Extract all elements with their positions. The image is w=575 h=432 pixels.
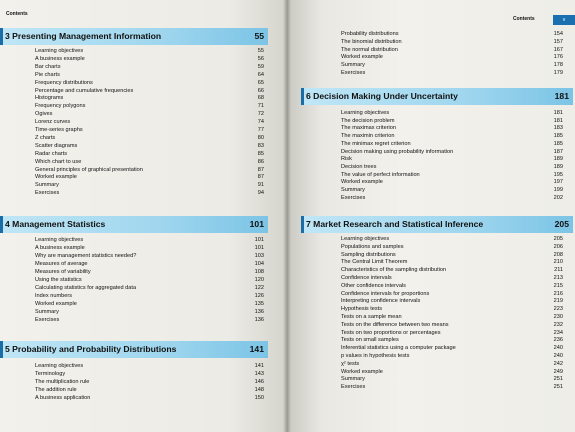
toc-entry: The maximax criterion xyxy=(341,125,397,132)
chapter-heading xyxy=(0,341,268,358)
toc-entry: χ² tests xyxy=(341,360,360,367)
toc-page-number: 94 xyxy=(257,190,264,197)
toc-entry: Summary xyxy=(341,187,365,193)
toc-entry: The normal distribution xyxy=(341,46,398,53)
toc-page-number: 205 xyxy=(553,236,563,242)
running-head-left: Contents xyxy=(6,11,28,17)
toc-entry: Pie charts xyxy=(35,71,60,78)
chapter-heading xyxy=(301,216,573,233)
toc-entry: Learning objectives xyxy=(341,236,390,242)
toc-page-number: 157 xyxy=(553,38,563,45)
toc-page-number: 210 xyxy=(553,259,563,266)
toc-page-number: 216 xyxy=(553,290,563,297)
toc-entry: Tests on the difference between two means xyxy=(341,321,449,328)
toc-entry: General principles of graphical presentation xyxy=(35,166,143,173)
toc-page-number: 136 xyxy=(254,309,264,315)
toc-page-number: 181 xyxy=(553,117,563,124)
toc-entry: Worked example xyxy=(341,368,383,375)
toc-page-number: 71 xyxy=(257,103,264,110)
toc-page-number: 195 xyxy=(553,171,563,178)
toc-entry: The Central Limit Theorem xyxy=(341,259,408,266)
toc-page-number: 148 xyxy=(254,387,264,393)
toc-entry: Learning objectives xyxy=(341,110,390,116)
toc-entry: Lorenz curves xyxy=(35,119,71,126)
chapter-title: 7 Market Research and Statistical Inference xyxy=(306,219,484,229)
toc-page-number: 183 xyxy=(553,125,563,132)
chapter-title: 6 Decision Making Under Uncertainty xyxy=(306,91,458,101)
chapter-heading xyxy=(301,88,573,105)
chapter-page-number: 141 xyxy=(249,344,264,354)
toc-entry: Bar charts xyxy=(35,63,61,70)
toc-entry: Histograms xyxy=(35,95,64,102)
toc-page-number: 179 xyxy=(553,70,563,76)
toc-page-number: 101 xyxy=(254,237,264,243)
toc-entry: Sampling distributions xyxy=(341,251,396,258)
toc-page-number: 56 xyxy=(257,55,264,62)
toc-page-number: 55 xyxy=(257,48,264,54)
toc-page-number: 68 xyxy=(257,95,264,102)
toc-entry: Percentage and cumulative frequencies xyxy=(35,87,134,94)
chapter-heading xyxy=(0,216,268,233)
toc-page-number: 126 xyxy=(254,293,264,299)
toc-page-number: 101 xyxy=(254,245,264,251)
toc-entry: Exercises xyxy=(35,317,60,323)
toc-entry: The addition rule xyxy=(35,387,77,393)
toc-entry: A business application xyxy=(35,395,91,401)
toc-page-number: 176 xyxy=(553,54,563,61)
toc-page-number: 80 xyxy=(257,134,264,141)
toc-page-number: 206 xyxy=(553,243,563,250)
toc-page-number: 103 xyxy=(254,253,264,259)
toc-entry: Measures of average xyxy=(35,261,88,267)
toc-entry: Summary xyxy=(341,376,365,383)
toc-page-number: 187 xyxy=(553,148,563,155)
toc-page-number: 150 xyxy=(254,395,264,401)
toc-page-number: 251 xyxy=(553,376,563,383)
toc-page-number: 120 xyxy=(254,277,264,283)
toc-entry: Exercises xyxy=(35,190,60,197)
toc-entry: Frequency distributions xyxy=(35,79,93,86)
toc-entry: The value of perfect information xyxy=(341,171,420,178)
toc-page-number: 104 xyxy=(254,261,264,267)
toc-page-number: 213 xyxy=(553,275,563,281)
toc-entry: The minimax regret criterion xyxy=(341,140,411,147)
toc-page-number: 72 xyxy=(257,111,264,118)
left-page xyxy=(0,0,287,432)
toc-page-number: 230 xyxy=(553,314,563,320)
toc-entry: Radar charts xyxy=(35,150,68,157)
toc-entry: The maximin criterion xyxy=(341,133,395,140)
toc-entry: Measures of variability xyxy=(35,269,91,275)
toc-page-number: 59 xyxy=(257,63,264,70)
toc-entry: The multiplication rule xyxy=(35,379,90,385)
toc-entry: Index numbers xyxy=(35,293,73,299)
toc-page-number: 189 xyxy=(553,156,563,163)
toc-entry: The binomial distribution xyxy=(341,38,402,45)
chapter-heading xyxy=(0,28,268,45)
chapter-title: 5 Probability and Probability Distributions xyxy=(5,344,177,354)
toc-entry: Confidence intervals xyxy=(341,275,392,281)
toc-entry: Decision making using probability information xyxy=(341,148,454,155)
toc-entry: Tests on small samples xyxy=(341,337,399,344)
toc-page-number: 136 xyxy=(254,317,264,323)
toc-entry: Exercises xyxy=(341,384,366,391)
chapter-page-number: 205 xyxy=(554,219,569,229)
toc-page-number: 219 xyxy=(553,298,563,305)
page-number-tab: v xyxy=(553,15,575,25)
toc-entry: Confidence intervals for proportions xyxy=(341,290,430,297)
toc-page-number: 87 xyxy=(257,166,264,173)
toc-page-number: 240 xyxy=(553,353,563,359)
toc-page-number: 85 xyxy=(257,150,264,157)
toc-page-number: 202 xyxy=(553,194,563,201)
toc-page-number: 154 xyxy=(553,31,563,37)
toc-page-number: 215 xyxy=(553,282,563,289)
toc-entry: Frequency polygons xyxy=(35,103,86,110)
toc-entry: Tests on a sample mean xyxy=(341,314,402,320)
toc-entry: Worked example xyxy=(35,174,77,181)
toc-entry: Risk xyxy=(341,156,352,163)
toc-page-number: 65 xyxy=(257,79,264,86)
toc-page-number: 178 xyxy=(553,62,563,69)
toc-entry: Hypothesis tests xyxy=(341,306,383,313)
toc-page-number: 146 xyxy=(254,379,264,385)
toc-page-number: 249 xyxy=(553,368,563,375)
toc-page-number: 83 xyxy=(257,142,264,149)
toc-page-number: 87 xyxy=(257,174,264,181)
toc-entry: Which chart to use xyxy=(35,158,82,165)
toc-entry: Scatter diagrams xyxy=(35,142,78,149)
toc-entry: Using the statistics xyxy=(35,277,82,283)
toc-page-number: 86 xyxy=(257,158,264,165)
toc-entry: Decision trees xyxy=(341,163,377,170)
toc-page-number: 211 xyxy=(554,267,563,274)
toc-page-number: 208 xyxy=(553,251,563,258)
toc-entry: Characteristics of the sampling distribution xyxy=(341,267,447,274)
toc-page-number: 197 xyxy=(553,179,563,186)
toc-page-number: 91 xyxy=(257,182,264,189)
book-gutter xyxy=(283,0,291,432)
chapter-page-number: 181 xyxy=(554,91,569,101)
toc-entry: Learning objectives xyxy=(35,363,84,369)
toc-entry: Exercises xyxy=(341,194,366,201)
toc-entry: Summary xyxy=(35,182,59,189)
toc-entry: Populations and samples xyxy=(341,243,404,250)
toc-entry: Worked example xyxy=(341,179,383,186)
toc-page-number: 141 xyxy=(254,363,264,369)
toc-entry: A business example xyxy=(35,55,85,62)
toc-page-number: 251 xyxy=(553,384,563,391)
chapter-title: 3 Presenting Management Information xyxy=(5,31,162,41)
toc-entry: The decision problem xyxy=(341,117,395,124)
toc-entry: Summary xyxy=(35,309,59,315)
toc-page-number: 240 xyxy=(553,345,563,352)
toc-entry: Other confidence intervals xyxy=(341,282,406,289)
toc-entry: Learning objectives xyxy=(35,48,84,54)
toc-page-number: 74 xyxy=(257,119,264,126)
toc-page-number: 135 xyxy=(254,301,264,307)
toc-entry: Time-series graphs xyxy=(35,127,83,133)
toc-page-number: 242 xyxy=(553,360,563,367)
toc-entry: Tests on two proportions or percentages xyxy=(341,329,441,336)
toc-entry: Calculating statistics for aggregated data xyxy=(35,285,137,291)
toc-entry: Why are management statistics needed? xyxy=(35,253,137,259)
toc-page-number: 236 xyxy=(553,337,563,344)
toc-page-number: 223 xyxy=(553,306,563,313)
chapter-page-number: 55 xyxy=(254,31,264,41)
toc-entry: Interpreting confidence intervals xyxy=(341,298,421,305)
toc-entry: Probability distributions xyxy=(341,31,399,37)
toc-page-number: 143 xyxy=(254,371,264,377)
toc-entry: A business example xyxy=(35,245,85,251)
toc-entry: Exercises xyxy=(341,70,366,76)
toc-entry: Ogives xyxy=(35,111,53,118)
toc-page-number: 189 xyxy=(553,163,563,170)
toc-page-number: 185 xyxy=(553,133,563,140)
toc-entry: Terminology xyxy=(35,371,66,377)
toc-page-number: 77 xyxy=(257,127,264,133)
toc-entry: Worked example xyxy=(341,54,383,61)
toc-page-number: 181 xyxy=(553,110,563,116)
toc-entry: p values in hypothesis tests xyxy=(341,353,410,359)
toc-page-number: 108 xyxy=(254,269,264,275)
toc-entry: Learning objectives xyxy=(35,237,84,243)
running-head-right: Contents xyxy=(513,16,535,22)
toc-page-number: 122 xyxy=(254,285,264,291)
toc-entry: Inferential statistics using a computer package xyxy=(341,345,456,352)
toc-entry: Worked example xyxy=(35,301,77,307)
toc-entry: Z charts xyxy=(35,134,56,141)
right-page xyxy=(287,0,575,432)
toc-page-number: 66 xyxy=(257,87,264,94)
toc-page-number: 232 xyxy=(553,321,563,328)
toc-page-number: 185 xyxy=(553,140,563,147)
toc-page-number: 234 xyxy=(553,329,563,336)
toc-entry: Summary xyxy=(341,62,365,69)
toc-page-number: 64 xyxy=(257,71,264,78)
chapter-page-number: 101 xyxy=(249,219,264,229)
chapter-title: 4 Management Statistics xyxy=(5,219,106,229)
toc-page-number: 199 xyxy=(553,187,563,193)
toc-page-number: 167 xyxy=(553,46,563,53)
